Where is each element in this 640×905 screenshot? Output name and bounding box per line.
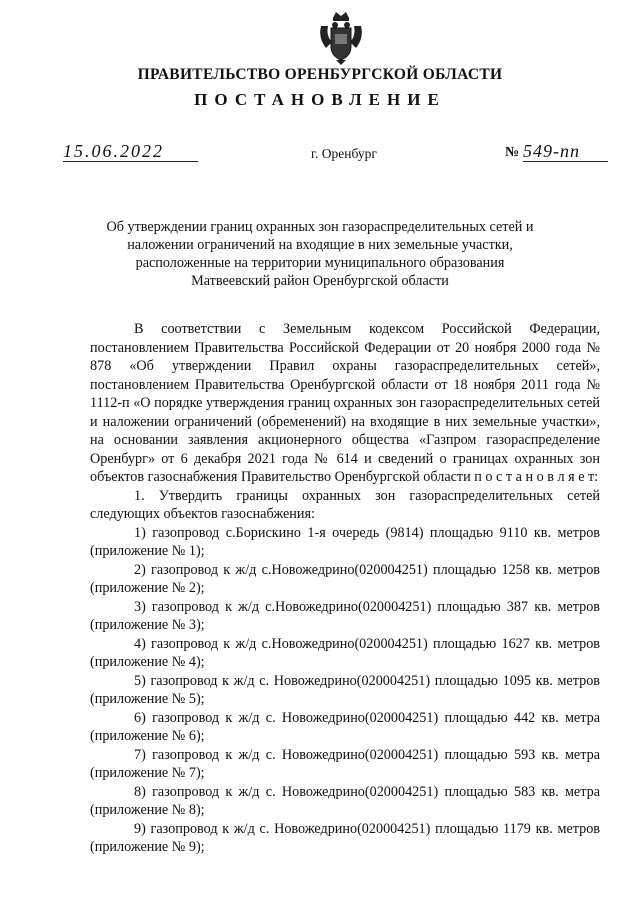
document-number: 549-пп [523, 141, 608, 162]
organization-name: ПРАВИТЕЛЬСТВО ОРЕНБУРГСКОЙ ОБЛАСТИ [137, 66, 503, 83]
list-item: 8) газопровод к ж/д с. Новожедрино(020004251) площадью 583 кв. метра (приложение № 8); [90, 783, 600, 818]
orenburg-coat-of-arms-icon [316, 8, 366, 66]
list-item: 7) газопровод к ж/д с. Новожедрино(020004251) площадью 593 кв. метра (приложение № 7); [90, 746, 600, 781]
document-type: ПОСТАНОВЛЕНИЕ [194, 90, 446, 109]
document-body [90, 320, 600, 857]
clause-1-paragraph: 1. Утвердить границы охранных зон газораспределительных сетей следующих объектов газоснабжения: [90, 487, 600, 522]
document-city: г. Оренбург [311, 146, 377, 161]
list-item: 9) газопровод к ж/д с. Новожедрино(020004251) площадью 1179 кв. метров (приложение № 9); [90, 820, 600, 855]
number-sign: № [505, 145, 520, 160]
list-item: 3) газопровод к ж/д с.Новожедрино(020004251) площадью 387 кв. метров (приложение № 3); [90, 598, 600, 633]
list-item: 6) газопровод к ж/д с. Новожедрино(020004251) площадью 442 кв. метра (приложение № 6); [90, 709, 600, 744]
list-item: 2) газопровод к ж/д с.Новожедрино(020004251) площадью 1258 кв. метров (приложение № 2); [90, 561, 600, 596]
list-item: 1) газопровод с.Борискино 1-я очередь (9814) площадью 9110 кв. метров (приложение № 1); [90, 524, 600, 559]
list-item: 5) газопровод к ж/д с. Новожедрино(020004251) площадью 1095 кв. метров (приложение № 5); [90, 672, 600, 707]
list-item: 4) газопровод к ж/д с.Новожедрино(020004251) площадью 1627 кв. метров (приложение № 4); [90, 635, 600, 670]
preamble-paragraph: В соответствии с Земельным кодексом Российской Федерации, постановлением Правительства Российской Федерации от 20 ноября 2000 года № 878 «Об утверждении Правил охраны газораспределительных сетей», постановлением Правительства Оренбургской области от 18 ноября 2011 года № 1112-п «О порядке утверждения границ охранных зон газораспределительных сетей и наложении ограничений (обременений) на входящие в них земельные участки», на основании заявления акционерного общества «Газпром газораспределение Оренбург» от 6 декабря 2021 года № 614 и сведений о границах охранных зон объектов газоснабжения Правительство Оренбургской области п о с т а н о в л я е т: [90, 321, 600, 485]
document-date: 15.06.2022 [63, 141, 198, 162]
document-title: Об утверждении границ охранных зон газораспределительных сетей и наложении ограничений на входящие в них земельные участки, расположенные на территории муниципального образования Матвеевский район Оренбургской области [106, 219, 534, 289]
